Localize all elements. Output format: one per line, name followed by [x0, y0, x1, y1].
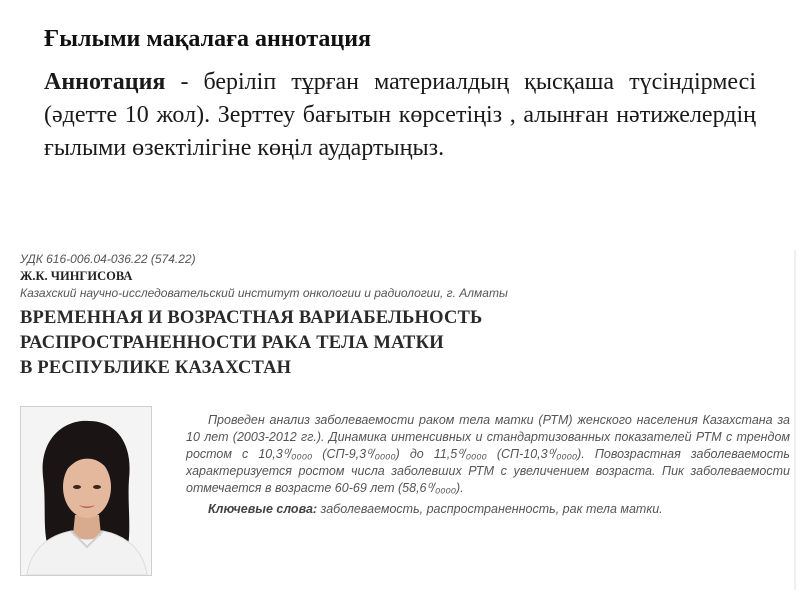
- author-photo: [20, 406, 152, 576]
- author-portrait-icon: [21, 407, 151, 575]
- article-keywords: [208, 502, 788, 516]
- article-title-line: ВРЕМЕННАЯ И ВОЗРАСТНАЯ ВАРИАБЕЛЬНОСТЬ: [20, 308, 483, 328]
- page-edge: [794, 250, 796, 590]
- article-title-line: РАСПРОСТРАНЕННОСТИ РАКА ТЕЛА МАТКИ: [20, 333, 444, 353]
- annotation-term: Аннотация: [44, 69, 166, 95]
- slide-title: Ғылыми мақалаға аннотация: [44, 26, 372, 52]
- udc-code: УДК 616-006.04-036.22 (574.22): [20, 252, 196, 266]
- keywords-list: заболеваемость, распространенность, рак тела матки.: [317, 502, 663, 516]
- article-title-line: В РЕСПУБЛИКЕ КАЗАХСТАН: [20, 358, 292, 378]
- article-excerpt: [20, 250, 796, 600]
- article-abstract: Проведен анализ заболеваемости раком тела матки (РТМ) женского населения Казахстана за 10 лет (2003-2012 гг.). Динамика интенсивных и стандартизованных показателей РТМ с трендом ростом с 10,3⁰/₀₀₀₀ (СП-9,3⁰/₀₀₀₀) до 11,5⁰/₀₀₀₀ (СП-10,3⁰/₀₀₀₀). Повозрастная заболеваемость характеризуется ростом числа заболевших РТМ с увеличением возраста. Пик заболеваемости отмечается в возрасте 60-69 лет (58,6⁰/₀₀₀₀).: [186, 413, 790, 495]
- article-affiliation: Казахский научно-исследовательский институт онкологии и радиологии, г. Алматы: [20, 286, 508, 300]
- article-title: [20, 306, 620, 381]
- keywords-label: Ключевые слова:: [208, 502, 318, 516]
- slide-body: [44, 66, 756, 165]
- article-author: Ж.К. ЧИНГИСОВА: [20, 269, 133, 283]
- annotation-definition: - беріліп тұрған материалдың қысқаша түсіндірмесі (әдетте 10 жол). Зерттеу бағытын көрсетіңіз , алынған нәтижелердің ғылыми өзектілігіне көңіл аудартыңыз.: [44, 69, 756, 161]
